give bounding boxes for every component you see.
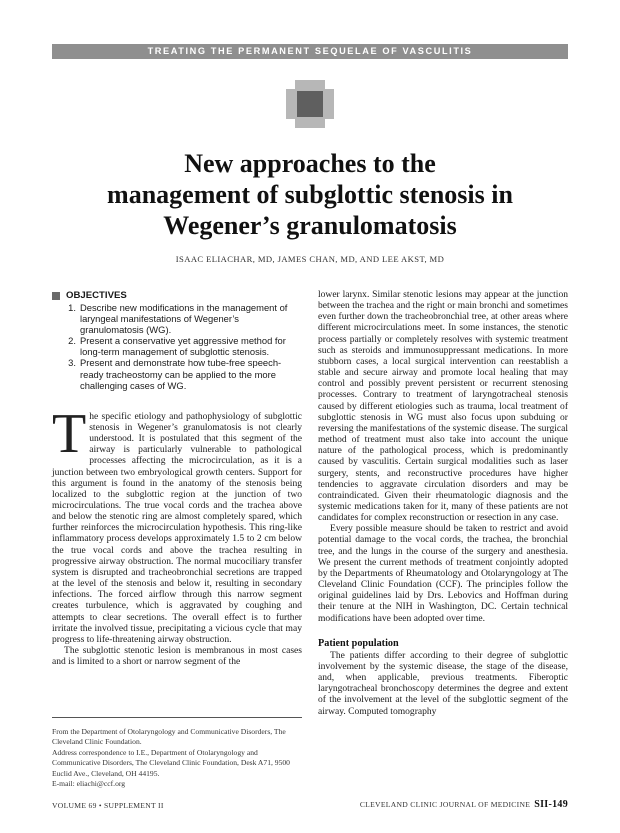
footer-volume: VOLUME 69 • SUPPLEMENT II (52, 801, 164, 810)
page-number: SII-149 (534, 799, 568, 810)
body-paragraph: The subglottic stenotic lesion is membranous in most cases and is limited to a short or narrow segment of the (52, 645, 302, 668)
footer-journal (360, 799, 568, 810)
objective-item: 3. Present and demonstrate how tube-free speech-ready tracheostomy can be applied to the more challenging cases of WG. (68, 357, 282, 391)
article-title (80, 148, 540, 241)
body-paragraph: lower larynx. Similar stenotic lesions may appear at the junction between the trachea and the right or main bronchi and sometimes even further down the tracheobronchial tree, at other areas where different microcirculations meet. In some instances, the stenotic process partially or completely resolves with systemic treatment such as steroids and immunosuppressant medications. In more stubborn cases, a local surgical intervention can reestablish a stable and secure airway and promote local healing that may control and possibly prevent persistent or recurrent stenosing processes. Contrary to treatment of laryngotracheal stenosis caused by different etiologies such as trauma, local treatment of subglottic stenosis in WG must also focus upon subduing or reversing the manifestations of the systemic disease. The surgical method of treatment must also take into account the unique nature of the pathological process, which is predominantly caused by vasculitis. Certain surgical modalities such as laser surgery, stents, and reconstructive procedures have higher tendencies to aggravate circulation disorders and may be contraindicated. Given their rheumatologic diagnosis and the systemic medications taken for it, many of these patients are not candidates for complex reconstruction or resection in any case. (318, 289, 568, 524)
affiliation-email: E-mail: eliachi@ccf.org (52, 779, 126, 789)
affiliation-address: Address correspondence to I.E., Department of Otolaryngology and Communicative Disorders, The Cleveland Clinic Foundation, Desk A71, 9500 Euclid Ave., Cleveland, OH 44195. (52, 747, 290, 778)
affiliation-note (52, 717, 302, 789)
running-header: TREATING THE PERMANENT SEQUELAE OF VASCULITIS (52, 44, 568, 59)
intro-body (52, 402, 302, 668)
title-line-1: New approaches to the (184, 149, 436, 178)
section-heading: Patient population (318, 637, 399, 649)
left-column (52, 289, 302, 667)
drop-cap: T (52, 402, 87, 465)
title-line-3: Wegener’s granulomatosis (163, 211, 457, 240)
author-list: ISAAC ELIACHAR, MD, JAMES CHAN, MD, AND LEE AKST, MD (175, 254, 445, 264)
affiliation-from: From the Department of Otolaryngology and Communicative Disorders, The Cleveland Clinic Foundation. (52, 727, 286, 747)
title-line-2: management of subglottic stenosis in (107, 180, 513, 209)
intro-paragraph: The specific etiology and pathophysiology of subglottic stenosis in Wegener’s granulomatosis is not clearly understood. It is postulated that this segment of the airway is particularly vulnerable to pathological processes affecting the microcirculation, as it is a junction between two embryological growth centers. Support for this argument is found in the anatomy of the stenosis being localized to the subglottic region at the junction of two microcirculations. The true vocal cords and the trachea above and below the stenotic ring are almost completely spared, which further reinforces the microcirculation hypothesis. This ring-like inflammatory process develops approximately 1.5 to 2 cm below the true vocal cords and above the trachea resulting in progressive airway obstruction. The normal mucociliary transfer system is disrupted and tracheobronchial secretions are trapped at the level of the stenosis and below it, resulting in secondary infections. The forced airflow through this narrow segment creates turbulence, which is aggravated by coughing and attempts to clear secretions. The overall effect is to further irritate the involved tissue, precipitating a vicious cycle that may progress to life-threatening airway obstruction. (52, 402, 302, 645)
objectives-list (52, 302, 302, 391)
objectives-heading: OBJECTIVES (52, 289, 302, 302)
right-column (318, 289, 568, 717)
bullet-square-icon (52, 292, 60, 300)
objective-item: 2. Present a conservative yet aggressive method for long-term management of subglottic stenosis. (68, 335, 286, 358)
section-emblem-icon (286, 80, 334, 128)
objective-item: 1. Describe new modifications in the management of laryngeal manifestations of Wegener’s granulomatosis (WG). (68, 302, 288, 336)
body-paragraph: Every possible measure should be taken to restrict and avoid potential damage to the vocal cords, the trachea, the bronchial tree, and the lungs in the course of the surgery and anesthesia. We present the current methods of treatment conjointly adopted by the Departments of Rheumatology and Otolaryngology at The Cleveland Clinic Foundation (CCF). The principles follow the original guidelines laid by Drs. Lebovics and Hoffman during their tenure at the NIH in Washington, DC. Certain technical modifications have been adopted over time. (318, 523, 568, 624)
body-paragraph: The patients differ according to their degree of subglottic involvement by the systemic disease, the stage of the disease, and, when applicable, previous treatments. Fiberoptic laryngotracheal bronchoscopy determines the degree and extent of the involvement at the level of the subglottic segment of the airway. Computed tomography (318, 649, 568, 717)
journal-name: CLEVELAND CLINIC JOURNAL OF MEDICINE (359, 800, 531, 809)
